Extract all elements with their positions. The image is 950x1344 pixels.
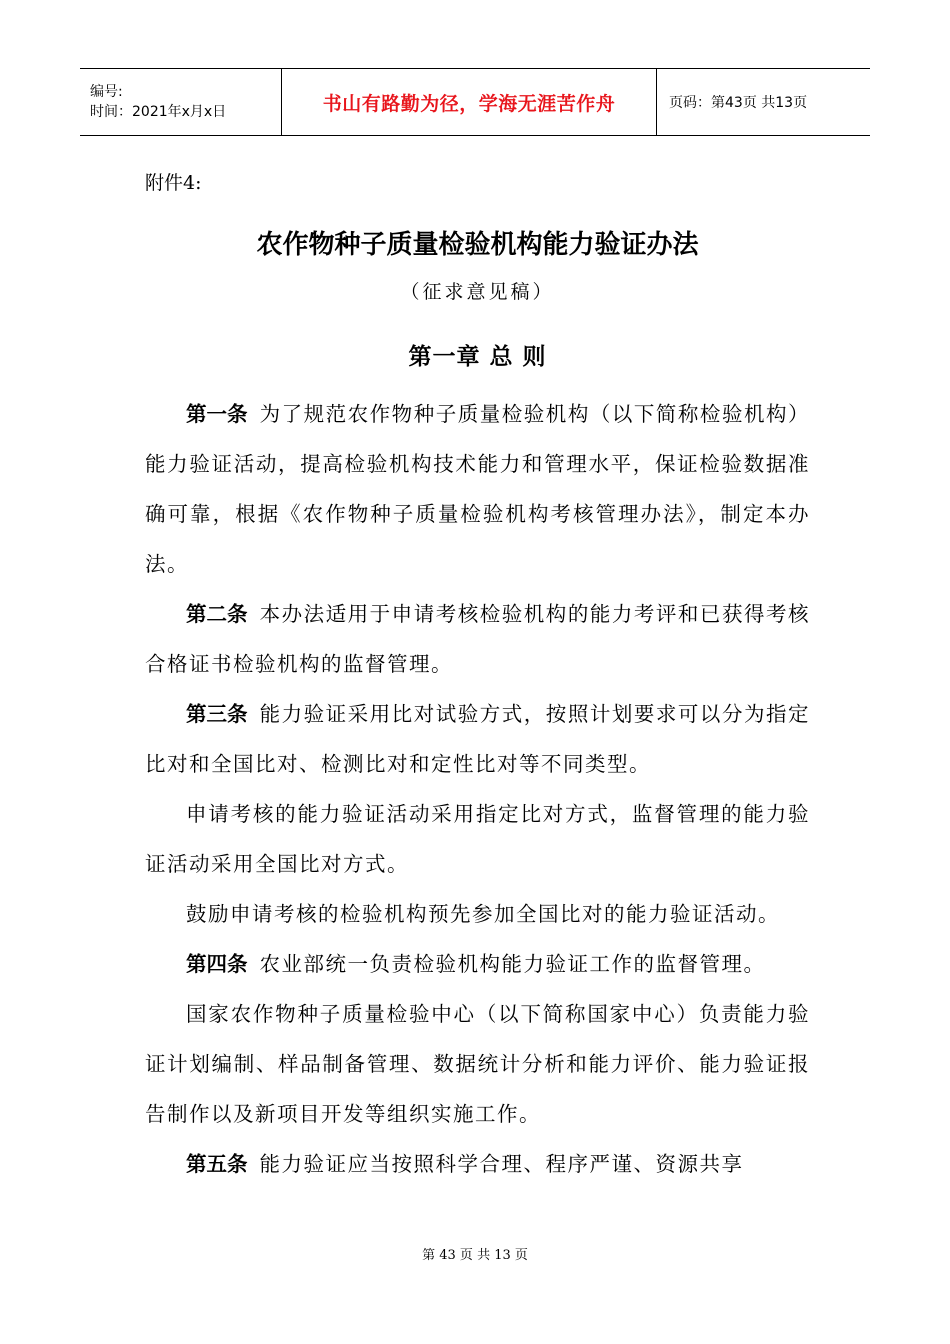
- article-label: 第三条: [186, 702, 248, 726]
- paragraph-text: 国家农作物种子质量检验中心（以下简称国家中心）负责能力验证计划编制、样品制备管理、数据统计分析和能力评价、能力验证报告制作以及新项目开发等组织实施工作。: [145, 1002, 810, 1126]
- attachment-label: 附件4:: [145, 172, 202, 194]
- page-footer: 第 43 页 共 13 页: [422, 1248, 528, 1263]
- article-text: 农业部统一负责检验机构能力验证工作的监督管理。: [259, 952, 766, 976]
- header-left-cell: [80, 69, 282, 135]
- article-4: [145, 939, 810, 989]
- paragraph-text: 鼓励申请考核的检验机构预先参加全国比对的能力验证活动。: [186, 902, 780, 926]
- paragraph-text: 申请考核的能力验证活动采用指定比对方式，监督管理的能力验证活动采用全国比对方式。: [145, 802, 810, 876]
- chapter-heading: 第一章 总 则: [408, 344, 547, 370]
- paragraph: [145, 989, 810, 1139]
- header-motto: 书山有路勤为径，学海无涯苦作舟: [322, 92, 616, 115]
- article-text: 为了规范农作物种子质量检验机构（以下简称检验机构）能力验证活动，提高检验机构技术能力和管理水平，保证检验数据准确可靠，根据《农作物种子质量检验机构考核管理办法》，制定本办法。: [145, 402, 811, 576]
- article-1: [145, 389, 810, 589]
- article-text: 能力验证应当按照科学合理、程序严谨、资源共享: [259, 1152, 744, 1176]
- document-subtitle: （征求意见稿）: [400, 281, 555, 303]
- article-label: 第二条: [186, 602, 248, 626]
- article-2: [145, 589, 810, 689]
- article-3: [145, 689, 810, 789]
- document-body: [145, 168, 810, 1189]
- header-page-info: 页码：第43页 共13页: [669, 95, 808, 111]
- article-text: 能力验证采用比对试验方式，按照计划要求可以分为指定比对和全国比对、检测比对和定性比对等不同类型。: [145, 702, 811, 776]
- header-middle-cell: [282, 69, 657, 135]
- paragraph: [145, 789, 810, 889]
- article-5: [145, 1139, 810, 1189]
- document-title: 农作物种子质量检验机构能力验证办法: [256, 230, 699, 260]
- paragraph: [145, 889, 810, 939]
- header-number-label: 编号:: [90, 84, 123, 100]
- header-right-cell: [657, 69, 870, 135]
- article-label: 第四条: [186, 952, 248, 976]
- article-label: 第一条: [186, 402, 248, 426]
- header-time-label: 时间：2021年x月x日: [90, 104, 227, 120]
- article-text: 本办法适用于申请考核检验机构的能力考评和已获得考核合格证书检验机构的监督管理。: [145, 602, 811, 676]
- page-header: [80, 68, 870, 136]
- article-label: 第五条: [186, 1152, 248, 1176]
